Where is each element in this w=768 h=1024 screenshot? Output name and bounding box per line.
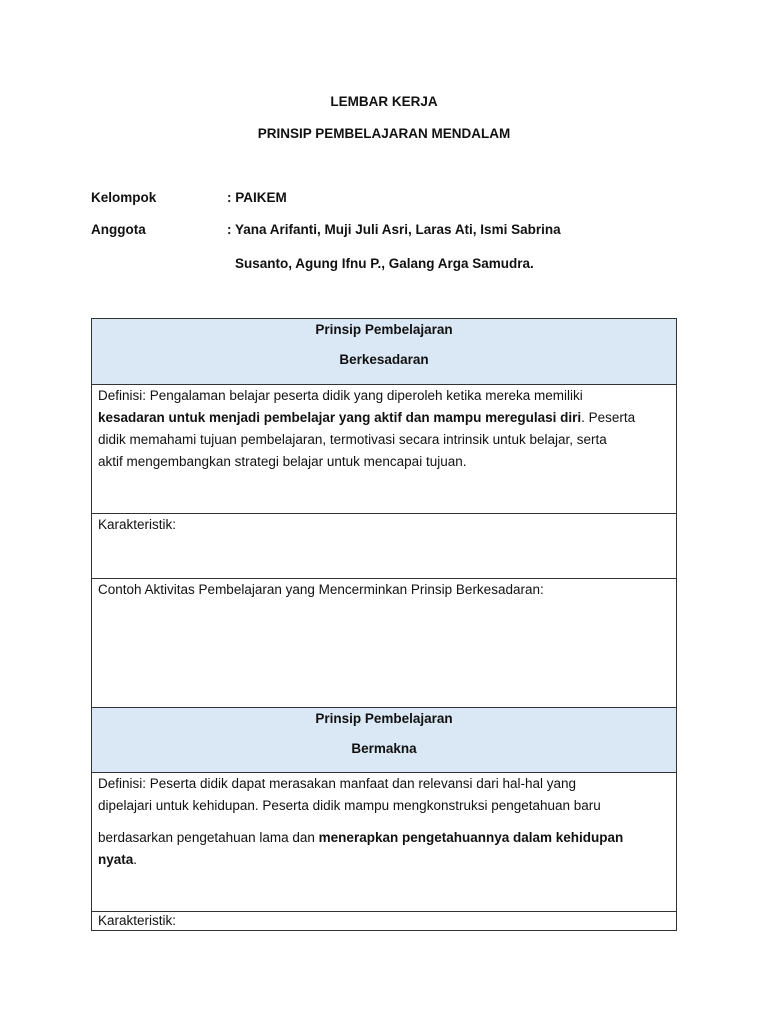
section1-definisi-line4: aktif mengembangkan strategi belajar untuk mencapai tujuan. — [98, 454, 467, 469]
section2-definisi-suffix: . — [133, 852, 138, 867]
section2-definisi-line4 — [98, 849, 670, 871]
section2-header-line2: Bermakna — [351, 741, 417, 756]
section1-contoh-label: Contoh Aktivitas Pembelajaran yang Mencerminkan Prinsip Berkesadaran: — [98, 582, 544, 597]
section1-definisi — [92, 384, 676, 513]
section1-karakteristik — [92, 513, 676, 578]
section1-header-line1: Prinsip Pembelajaran — [315, 322, 453, 337]
section2-definisi — [92, 772, 676, 911]
section1-definisi-bold: kesadaran untuk menjadi pembelajar yang aktif dan mampu meregulasi diri — [98, 410, 582, 425]
section2-definisi-bold2: nyata — [98, 852, 134, 867]
section1-header-line2: Berkesadaran — [339, 352, 429, 367]
worksheet-table — [91, 318, 677, 931]
section2-header-line1: Prinsip Pembelajaran — [315, 711, 453, 726]
document-subtitle: PRINSIP PEMBELAJARAN MENDALAM — [257, 126, 511, 141]
section2-definisi-bold1: menerapkan pengetahuannya dalam kehidupan — [318, 830, 624, 845]
section2-definisi-line1: Definisi: Peserta didik dapat merasakan manfaat dan relevansi dari hal-hal yang — [98, 776, 577, 791]
section2-karakteristik-label: Karakteristik: — [98, 913, 177, 928]
kelompok-value: : PAIKEM — [227, 190, 287, 205]
section1-definisi-line2 — [98, 407, 670, 429]
section1-header — [92, 319, 676, 384]
anggota-label: Anggota — [91, 222, 146, 237]
anggota-value-line1: : Yana Arifanti, Muji Juli Asri, Laras Ati, Ismi Sabrina — [227, 222, 561, 237]
section1-definisi-line3: didik memahami tujuan pembelajaran, termotivasi secara intrinsik untuk belajar, serta — [98, 432, 607, 447]
anggota-value-line2: Susanto, Agung Ifnu P., Galang Arga Samudra. — [235, 256, 534, 271]
kelompok-label: Kelompok — [91, 190, 157, 205]
section2-definisi-prefix: berdasarkan pengetahuan lama dan — [98, 830, 319, 845]
section1-definisi-line1: Definisi: Pengalaman belajar peserta didik yang diperoleh ketika mereka memiliki — [98, 388, 583, 403]
section1-contoh — [92, 578, 676, 707]
section2-definisi-line3 — [98, 827, 670, 849]
section2-karakteristik — [92, 911, 676, 930]
section1-karakteristik-label: Karakteristik: — [98, 517, 177, 532]
section2-header — [92, 707, 676, 772]
section2-definisi-line2: dipelajari untuk kehidupan. Peserta didik mampu mengkonstruksi pengetahuan baru — [98, 798, 601, 813]
section1-definisi-suffix: . Peserta — [581, 410, 636, 425]
document-title: LEMBAR KERJA — [330, 94, 438, 109]
